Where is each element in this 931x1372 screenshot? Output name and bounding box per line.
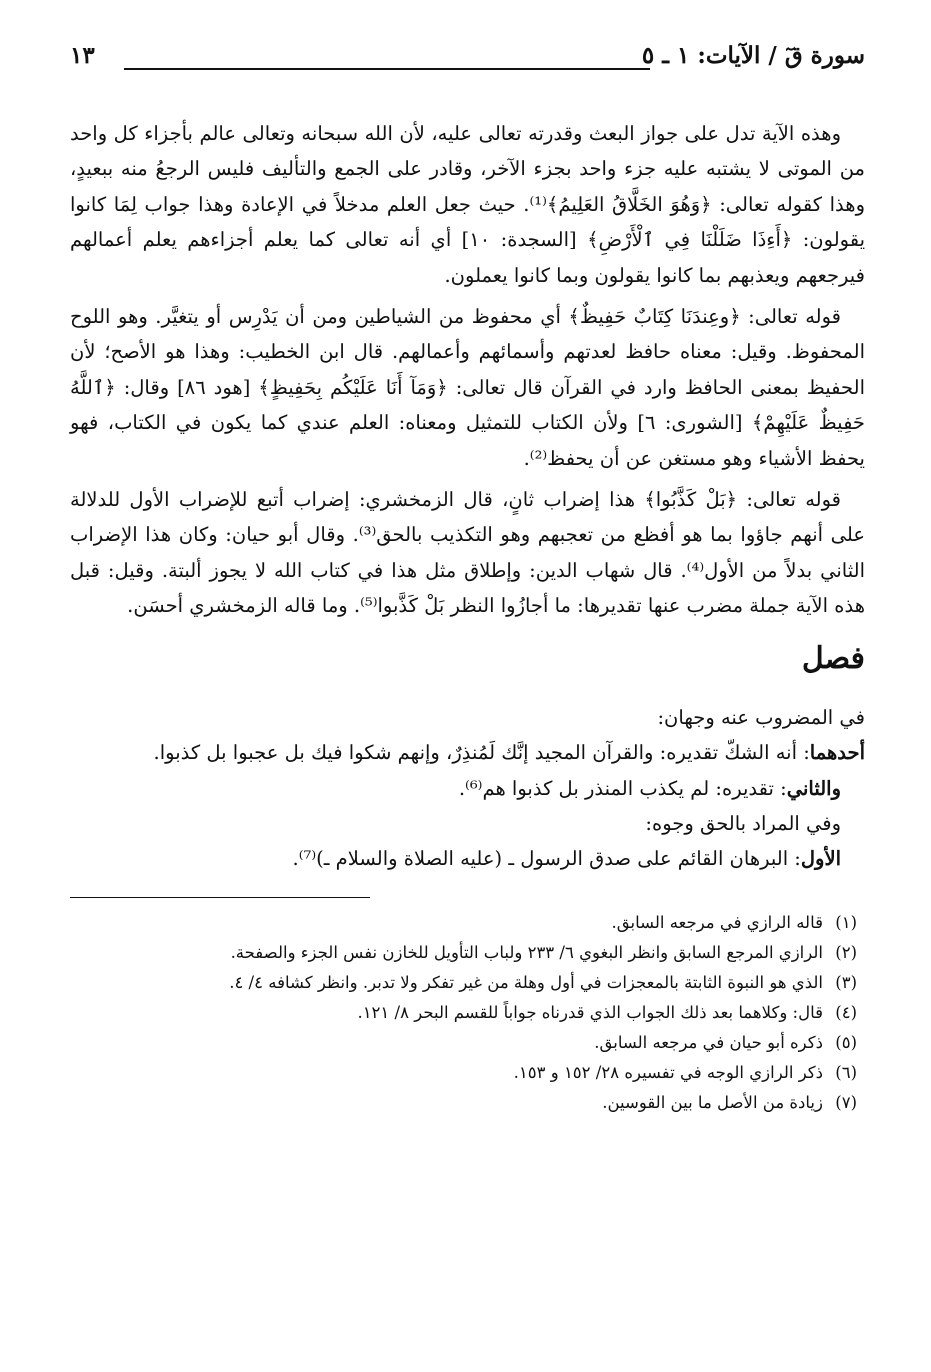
footnote-number: (١) [835, 912, 857, 932]
footnote-text: قال: وكلاهما بعد ذلك الجواب الذي قدرناه جواباً للقسم البحر ٨/ ١٢١. [357, 1002, 823, 1022]
header-rule [124, 68, 650, 70]
footnote-number: (٥) [835, 1032, 857, 1052]
running-header [70, 38, 865, 88]
footnote-item [70, 908, 865, 938]
footnote-item [70, 1028, 865, 1058]
footnote-item [70, 968, 865, 998]
section-heading: فصل [801, 640, 865, 676]
book-page [70, 38, 865, 1348]
footnote-item [70, 938, 865, 968]
section-intro: في المضروب عنه وجهان: [657, 705, 865, 729]
footnote-text: زيادة من الأصل ما بين القوسين. [602, 1092, 823, 1112]
paragraph-1: وهذه الآية تدل على جواز البعث وقدرته تعالى عليه، لأن الله سبحانه وتعالى عالم بأجزاء كل واحد من الموتى لا يشتبه عليه جزء واحد بجزء الآخر، وقادر على الجمع والتأليف فليس الرجعُ منه ببعيدٍ، وهذا كقوله تعالى: ﴿وَهُوَ الخَلَّاقُ العَلِيمُ﴾⁽¹⁾. حيث جعل العلم مدخلاً في الإعادة وهذا جواب لِمَا كانوا يقولون: ﴿أَءِذَا ضَلَلْنَا فِي ٱلْأَرْضِ﴾ [السجدة: ١٠] أي أنه تعالى كما يعلم أجزاءهم يعلم أعمالهم فيرجعهم ويعذبهم بما كانوا يقولون وبما كانوا يعملون. [70, 122, 865, 287]
footnote-text: ذكره أبو حيان في مرجعه السابق. [594, 1032, 823, 1052]
surah-title: سورة قٓ / الآيات: ١ ـ ٥ [641, 42, 865, 69]
meaning-first-text: : البرهان القائم على صدق الرسول ـ (عليه الصلاة والسلام ـ)⁽⁷⁾. [292, 847, 801, 871]
second-aspect [70, 771, 865, 806]
footnote-text: قاله الرازي في مرجعه السابق. [611, 912, 823, 932]
first-aspect-text: : أنه الشكّ تقديره: والقرآن المجيد إنَّك لَمُنذِرٌ، وإنهم شكوا فيك بل عجبوا بل كذبوا. [153, 741, 810, 765]
footnote-number: (٤) [835, 1002, 857, 1022]
footnote-item [70, 1058, 865, 1088]
first-aspect [70, 735, 865, 770]
footnote-number: (٢) [835, 942, 857, 962]
meaning-first-label: الأول [800, 847, 841, 871]
footnote-text: الرازي المرجع السابق وانظر البغوي ٦/ ٢٣٣ ولباب التأويل للخازن نفس الجزء والصفحة. [230, 942, 823, 962]
footnote-number: (٧) [835, 1092, 857, 1112]
footnote-text: الذي هو النبوة الثابتة بالمعجزات في أول وهلة من غير تفكر ولا تدبر. وانظر كشافه ٤/ ٤. [229, 972, 823, 992]
footnote-number: (٦) [835, 1062, 857, 1082]
second-aspect-text: : تقديره: لم يكذب المنذر بل كذبوا هم⁽⁶⁾. [458, 776, 787, 800]
footnote-number: (٣) [835, 972, 857, 992]
paragraph-3: قوله تعالى: ﴿بَلْ كَذَّبُوا﴾ هذا إضراب ثانٍ، قال الزمخشري: إضراب أتبع للإضراب الأول للدلالة على أنهم جاؤوا بما هو أفظع من تعجبهم وهو التكذيب بالحق⁽³⁾. وقال أبو حيان: وكان هذا الإضراب الثاني بدلاً من الأول⁽⁴⁾. قال شهاب الدين: وإطلاق مثل هذا في كتاب الله لا يجوز ألبتة. وقيل: قبل هذه الآية جملة مضرب عنها تقديرها: ما أجازُوا النظر بَلْ كَذَّبوا⁽⁵⁾. وما قاله الزمخشري أحسَن. [70, 488, 866, 618]
meaning-intro: وفي المراد بالحق وجوه: [645, 811, 841, 835]
paragraph-2: قوله تعالى: ﴿وعِندَنَا كِتَابٌ حَفِيظٌ﴾ أي محفوظ من الشياطين ومن أن يَدْرِس أو يتغيَّر. وهو اللوح المحفوظ. وقيل: معناه حافظ لعدتهم وأسمائهم وأعمالهم. قال ابن الخطيب: وهذا هو الأصح؛ لأن الحفيظ بمعنى الحافظ وارد في القرآن قال تعالى: ﴿وَمَآ أَنَا عَلَيْكُم بِحَفِيظٍ﴾ [هود ٨٦] وقال: ﴿ٱللَّهُ حَفِيظٌ عَلَيْهِمْ﴾ [الشورى: ٦] ولأن الكتاب للتمثيل ومعناه: العلم عندي كما يكون في الكتاب، فهو يحفظ الأشياء وهو مستغن عن أن يحفظ⁽²⁾. [70, 305, 865, 470]
page-number: ١٣ [70, 42, 95, 69]
first-aspect-label: أحدهما [809, 741, 865, 765]
footnote-item [70, 998, 865, 1028]
footnotes-rule [70, 897, 370, 898]
main-text [70, 116, 865, 877]
meaning-first [70, 841, 865, 876]
footnote-item [70, 1088, 865, 1118]
second-aspect-label: والثاني [786, 776, 841, 800]
footnotes-list [70, 908, 865, 1118]
footnote-text: ذكر الرازي الوجه في تفسيره ٢٨/ ١٥٢ و ١٥٣. [513, 1062, 823, 1082]
